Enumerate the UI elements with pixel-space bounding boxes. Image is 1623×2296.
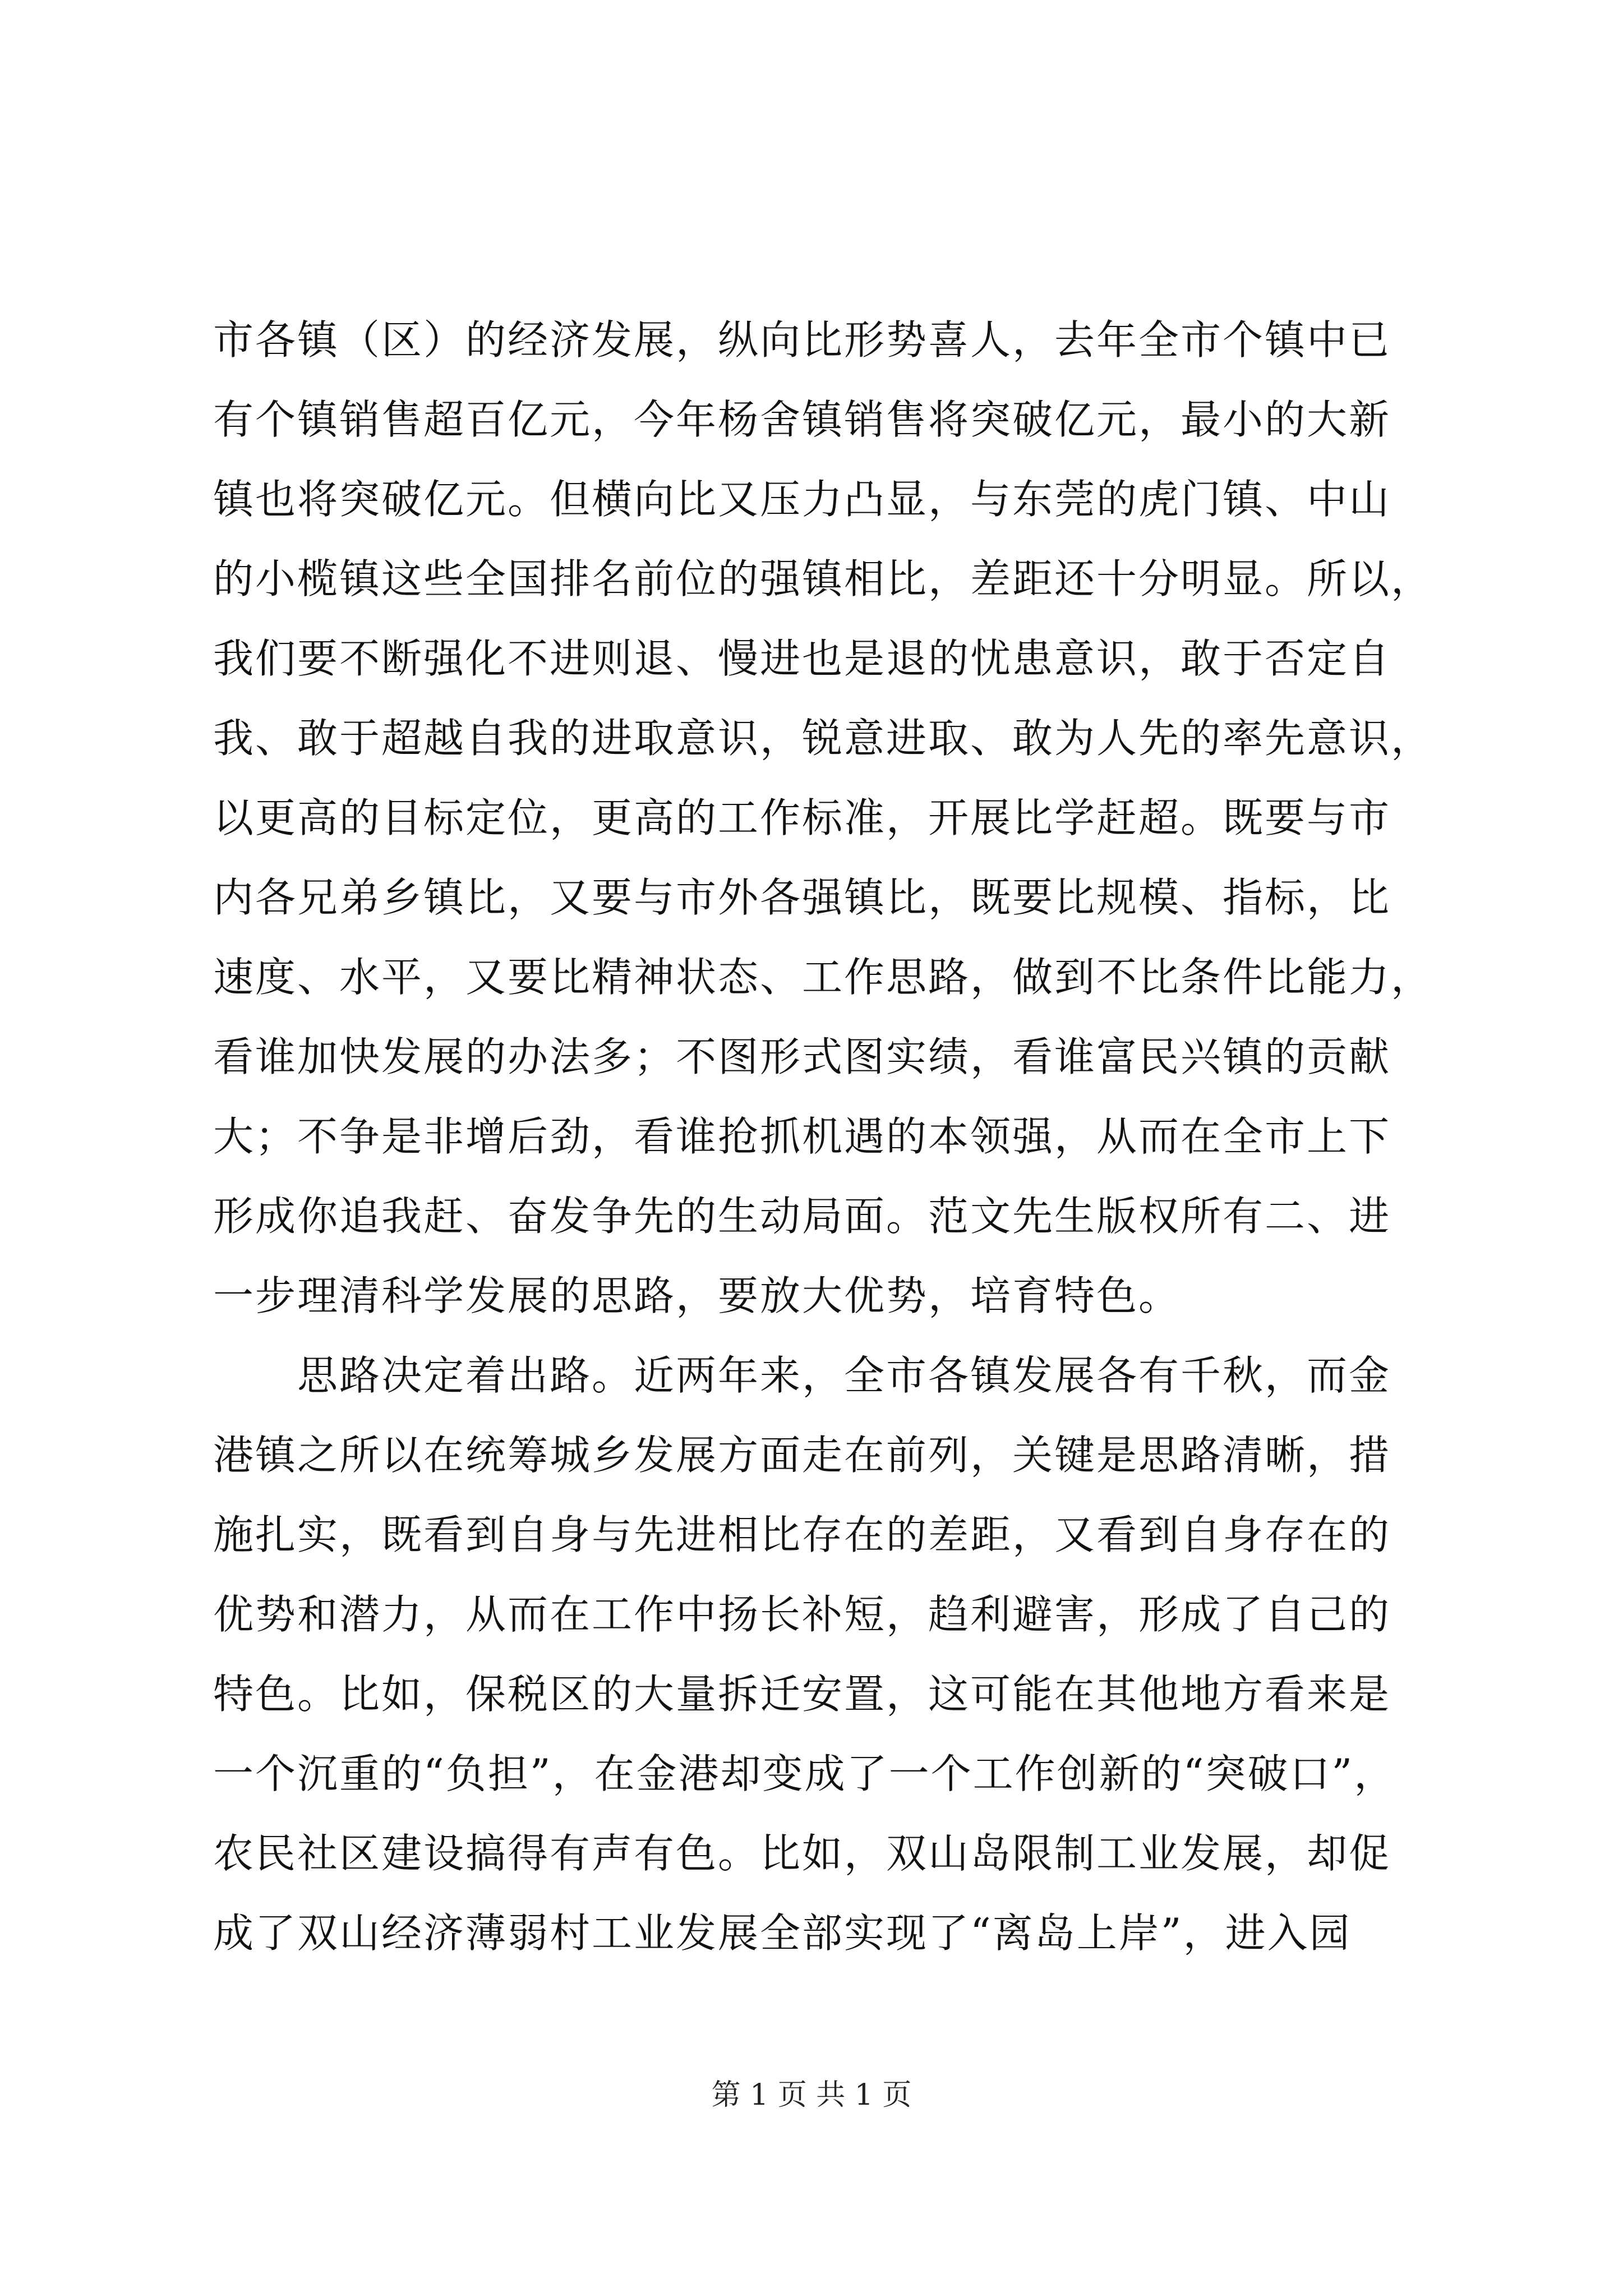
text-line: 市各镇（区）的经济发展，纵向比形势喜人，去年全市个镇中已 xyxy=(213,316,1391,364)
text-line: 成了双山经济薄弱村工业发展全部实现了“离岛上岸”，进入园 xyxy=(213,1910,1352,1957)
text-line: 优势和潜力，从而在工作中扬长补短，趋利避害，形成了自己的 xyxy=(213,1591,1391,1638)
text-line: 特色。比如，保税区的大量拆迁安置，这可能在其他地方看来是 xyxy=(213,1671,1391,1718)
text-line: 我们要不断强化不进则退、慢进也是退的忧患意识，敢于否定自 xyxy=(213,635,1391,682)
text-line: 农民社区建设搞得有声有色。比如，双山岛限制工业发展，却促 xyxy=(213,1830,1391,1877)
page-footer: 第 1 页 共 1 页 xyxy=(711,2078,912,2112)
text-line: 的小榄镇这些全国排名前位的强镇相比，差距还十分明显。所以， xyxy=(213,555,1433,602)
text-line: 思路决定着出路。近两年来，全市各镇发展各有千秋，而金 xyxy=(213,1352,1391,1399)
text-line: 形成你追我赶、奋发争先的生动局面。范文先生版权所有二、进 xyxy=(213,1193,1391,1240)
text-line: 一步理清科学发展的思路，要放大优势，培育特色。 xyxy=(213,1272,1181,1319)
text-line: 镇也将突破亿元。但横向比又压力凸显，与东莞的虎门镇、中山 xyxy=(213,476,1391,523)
text-line: 以更高的目标定位，更高的工作标准，开展比学赶超。既要与市 xyxy=(213,794,1391,841)
body-text xyxy=(213,300,1433,1973)
text-line: 速度、水平，又要比精神状态、工作思路，做到不比条件比能力， xyxy=(213,954,1433,1001)
text-line: 有个镇销售超百亿元，今年杨舍镇销售将突破亿元，最小的大新 xyxy=(213,396,1391,443)
text-line: 看谁加快发展的办法多；不图形式图实绩，看谁富民兴镇的贡献 xyxy=(213,1033,1391,1080)
text-line: 港镇之所以在统筹城乡发展方面走在前列，关键是思路清晰，措 xyxy=(213,1432,1391,1479)
text-line: 内各兄弟乡镇比，又要与市外各强镇比，既要比规模、指标，比 xyxy=(213,874,1391,921)
text-line: 大；不争是非增后劲，看谁抢抓机遇的本领强，从而在全市上下 xyxy=(213,1113,1391,1160)
text-line: 我、敢于超越自我的进取意识，锐意进取、敢为人先的率先意识， xyxy=(213,715,1433,762)
text-line: 一个沉重的“负担”，在金港却变成了一个工作创新的“突破口”， xyxy=(213,1750,1396,1797)
text-line: 施扎实，既看到自身与先进相比存在的差距，又看到自身存在的 xyxy=(213,1511,1391,1558)
